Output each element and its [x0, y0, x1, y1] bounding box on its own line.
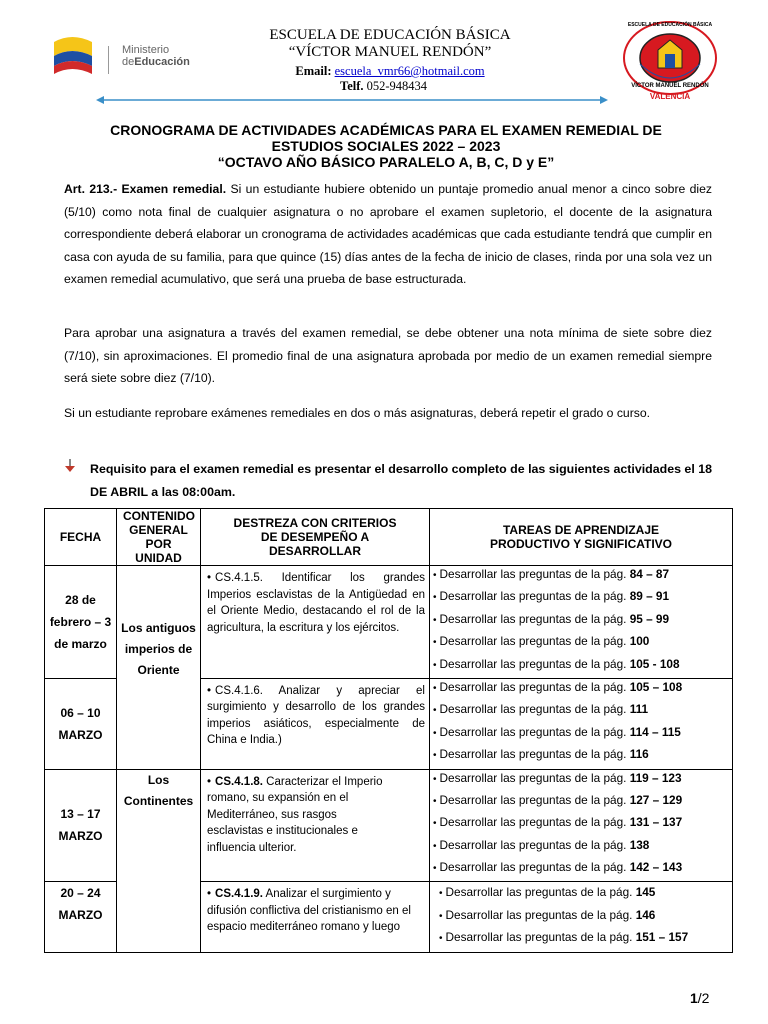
- row1-contenido: [117, 566, 201, 770]
- header-fecha: FECHA: [45, 509, 117, 566]
- task-bullet: •: [433, 705, 437, 717]
- header-divider: [96, 94, 608, 106]
- task-pages: 151 – 157: [635, 930, 689, 945]
- table-row: [45, 769, 733, 882]
- phone-label: Telf.: [340, 79, 364, 93]
- row2-destreza-text: Analizar y apreciar el surgimiento y desarrollo de los grandes imperios asiáticos, especialmente de China e India.): [207, 684, 425, 747]
- row4-destreza-text: Analizar el surgimiento y difusión conflictiva del cristianismo en el espacio mediterráneo romano y luego: [207, 888, 411, 934]
- task-prefix: Desarrollar las preguntas de la pág.: [445, 907, 633, 922]
- header-destreza: DESTREZA CON CRITERIOS DE DESEMPEÑO A DESARROLLAR: [201, 509, 430, 566]
- task-prefix: Desarrollar las preguntas de la pág.: [439, 770, 627, 785]
- school-seal: [620, 20, 720, 102]
- row3-contenido-text: Los Continentes: [123, 772, 194, 808]
- task-prefix: Desarrollar las preguntas de la pág.: [445, 885, 633, 900]
- page-total: /2: [697, 990, 710, 1006]
- task-bullet: •: [433, 773, 437, 785]
- task-pages: 111: [629, 702, 649, 717]
- art213-heading: Art. 213.- Examen remedial.: [64, 182, 227, 196]
- task-pages: 138: [629, 837, 650, 852]
- row4-destreza: [201, 882, 430, 952]
- page-number: [690, 990, 709, 1006]
- row1-destreza-code: CS.4.1.5.: [215, 572, 263, 584]
- list-item: [433, 611, 732, 633]
- task-pages: 127 – 129: [629, 792, 683, 807]
- ministry-line2: de: [122, 56, 135, 68]
- task-prefix: Desarrollar las preguntas de la pág.: [439, 860, 627, 875]
- task-pages: 119 – 123: [629, 770, 682, 785]
- art213-text: Si un estudiante hubiere obtenido un puntaje promedio anual menor a cinco sobre diez (5/10) como nota final de cualquier asignatura o no aprobare el examen supletorio, el docente de la asignatura correspondiente deberá elaborar un cronograma de actividades académicas que cada estudiante tendrá que cumplir en casa con ayuda de su familia, para que quince (15) días antes de la fecha de inicio de clases, rinda por una sola vez un examen remedial acumulativo, que será una prueba de base estructurada.: [64, 182, 713, 286]
- task-bullet: •: [433, 592, 437, 604]
- row1-tareas: [430, 566, 733, 679]
- row3-destreza-text: Caracterizar el Imperio romano, su expansión en el Mediterráneo, sus rasgos esclavistas e institucionales e influencia ulterior.: [207, 775, 383, 854]
- task-bullet: •: [433, 614, 437, 626]
- row4-task-list: [436, 882, 732, 951]
- task-prefix: Desarrollar las preguntas de la pág.: [439, 815, 627, 830]
- email-link[interactable]: escuela_vmr66@hotmail.com: [334, 64, 485, 78]
- paragraph-approval: Para aprobar una asignatura a través del examen remedial, se debe obtener una nota mínima de siete sobre diez (7/10), sin aproximaciones. El promedio final de una asignatura aprobada por medio de un examen remedial siempre será siete sobre diez (7/10).: [64, 326, 712, 385]
- list-item: [433, 633, 732, 655]
- task-prefix: Desarrollar las preguntas de la pág.: [439, 589, 627, 604]
- task-pages: 100: [629, 634, 650, 649]
- task-bullet: •: [439, 910, 443, 922]
- task-pages: 131 – 137: [629, 815, 683, 830]
- paragraph-repeat: Si un estudiante reprobare exámenes remediales en dos o más asignaturas, deberá repetir el grado o curso.: [64, 406, 651, 420]
- row1-destreza-text: Identificar los grandes Imperios esclavistas de la Antigüedad en el Oriente Medio, destacando el rol de la agricultura, la escritura y los ejércitos.: [207, 572, 425, 634]
- row4-fecha: 20 – 24 MARZO: [45, 882, 117, 952]
- task-prefix: Desarrollar las preguntas de la pág.: [439, 656, 627, 671]
- seal-top-text: ESCUELA DE EDUCACIÓN BÁSICA: [627, 22, 713, 28]
- schedule-table: [44, 508, 733, 953]
- task-bullet: •: [433, 570, 437, 581]
- task-bullet: •: [433, 659, 437, 671]
- email-line: [200, 64, 580, 79]
- task-pages: 146: [635, 907, 656, 922]
- task-pages: 95 – 99: [629, 611, 670, 626]
- task-prefix: Desarrollar las preguntas de la pág.: [439, 724, 627, 739]
- row4-destreza-bullet: •: [207, 888, 212, 901]
- task-bullet: •: [439, 888, 443, 900]
- task-prefix: Desarrollar las preguntas de la pág.: [439, 611, 627, 626]
- row3-contenido: [117, 769, 201, 952]
- task-pages: 84 – 87: [629, 567, 670, 581]
- row2-tareas: [430, 678, 733, 769]
- requirement-note: [64, 458, 712, 504]
- row3-tareas: [430, 769, 733, 882]
- list-item: [439, 929, 732, 951]
- task-bullet: •: [433, 863, 437, 875]
- task-prefix: Desarrollar las preguntas de la pág.: [439, 702, 627, 717]
- task-pages: 142 – 143: [629, 860, 683, 875]
- list-item: [433, 792, 732, 814]
- list-item: [439, 907, 732, 929]
- seal-bottom-text: VÍCTOR MANUEL RENDÓN: [631, 83, 709, 89]
- row4-tareas: [430, 882, 733, 952]
- task-prefix: Desarrollar las preguntas de la pág.: [439, 792, 627, 807]
- page-current: 1: [690, 990, 698, 1006]
- list-item: [433, 656, 732, 678]
- task-prefix: Desarrollar las preguntas de la pág.: [439, 837, 627, 852]
- list-item: [433, 701, 732, 723]
- table-row: [45, 566, 733, 679]
- row2-destreza-bullet: •: [207, 684, 212, 697]
- task-pages: 116: [629, 747, 649, 762]
- list-item: [433, 814, 732, 836]
- task-bullet: •: [433, 840, 437, 852]
- row1-task-list: [430, 566, 732, 678]
- row4-destreza-code: CS.4.1.9.: [215, 888, 263, 901]
- task-prefix: Desarrollar las preguntas de la pág.: [445, 930, 633, 945]
- row3-task-list: [430, 770, 732, 882]
- list-item: [433, 859, 732, 881]
- ecuador-flag-icon: [52, 34, 118, 78]
- row1-destreza: [201, 566, 430, 679]
- row3-fecha: 13 – 17 MARZO: [45, 769, 117, 882]
- list-item: [433, 679, 732, 701]
- ministry-line1: Ministerio: [122, 44, 170, 56]
- task-pages: 105 – 108: [629, 679, 683, 694]
- task-bullet: •: [433, 727, 437, 739]
- row2-task-list: [430, 679, 732, 769]
- header-tareas: TAREAS DE APRENDIZAJE PRODUCTIVO Y SIGNIFICATIVO: [430, 509, 733, 566]
- task-prefix: Desarrollar las preguntas de la pág.: [439, 747, 627, 762]
- task-prefix: Desarrollar las preguntas de la pág.: [439, 679, 627, 694]
- list-item: [439, 884, 732, 906]
- task-bullet: •: [439, 933, 443, 945]
- row2-destreza-code: CS.4.1.6.: [215, 684, 263, 697]
- list-item: [433, 588, 732, 610]
- row1-destreza-bullet: •: [207, 572, 212, 584]
- task-pages: 145: [635, 885, 656, 900]
- table-header-row: [45, 509, 733, 566]
- ministry-logo: [52, 30, 202, 80]
- seal-city: VALENCIA: [649, 92, 691, 101]
- list-item: [433, 724, 732, 746]
- row3-destreza-bullet: •: [207, 775, 212, 788]
- row3-destreza-code: CS.4.1.8.: [215, 775, 263, 788]
- list-item: [433, 837, 732, 859]
- paragraph-art213: [64, 178, 712, 291]
- list-item: [433, 566, 732, 588]
- row2-destreza: [201, 678, 430, 769]
- ministry-line3: Educación: [134, 56, 190, 68]
- school-name-line2: “VÍCTOR MANUEL RENDÓN”: [288, 44, 492, 60]
- email-label: Email:: [295, 64, 332, 78]
- task-pages: 105 - 108: [629, 656, 680, 671]
- phone-line: [340, 79, 427, 94]
- task-bullet: •: [433, 795, 437, 807]
- row2-fecha: 06 – 10 MARZO: [45, 678, 117, 769]
- task-bullet: •: [433, 682, 437, 694]
- task-bullet: •: [433, 818, 437, 830]
- task-prefix: Desarrollar las preguntas de la pág.: [439, 634, 627, 649]
- row3-destreza: [201, 769, 430, 882]
- doc-title-line2: ESTUDIOS SOCIALES 2022 – 2023: [271, 138, 501, 154]
- phone-value: 052-948434: [366, 79, 428, 93]
- list-item: [433, 770, 732, 792]
- requirement-text: Requisito para el examen remedial es presentar el desarrollo completo de las siguientes actividades el 18 DE ABRIL a las 08:00am.: [90, 462, 712, 499]
- header-contenido: CONTENIDO GENERAL POR UNIDAD: [117, 509, 201, 566]
- task-prefix: Desarrollar las preguntas de la pág.: [439, 567, 627, 581]
- arrow-down-icon: [64, 458, 78, 504]
- list-item: [433, 746, 732, 768]
- task-bullet: •: [433, 750, 437, 762]
- task-pages: 89 – 91: [629, 589, 670, 604]
- ministry-logo-text: [122, 44, 190, 68]
- row1-fecha: 28 de febrero – 3 de marzo: [45, 566, 117, 679]
- task-bullet: •: [433, 637, 437, 649]
- doc-title-line3: “OCTAVO AÑO BÁSICO PARALELO A, B, C, D y E”: [217, 154, 555, 170]
- doc-title-line1: CRONOGRAMA DE ACTIVIDADES ACADÉMICAS PARA EL EXAMEN REMEDIAL DE: [110, 122, 662, 138]
- row1-contenido-text: Los antiguos imperios de Oriente: [121, 621, 196, 677]
- school-name-line1: ESCUELA DE EDUCACIÓN BÁSICA: [269, 27, 511, 43]
- task-pages: 114 – 115: [629, 724, 681, 739]
